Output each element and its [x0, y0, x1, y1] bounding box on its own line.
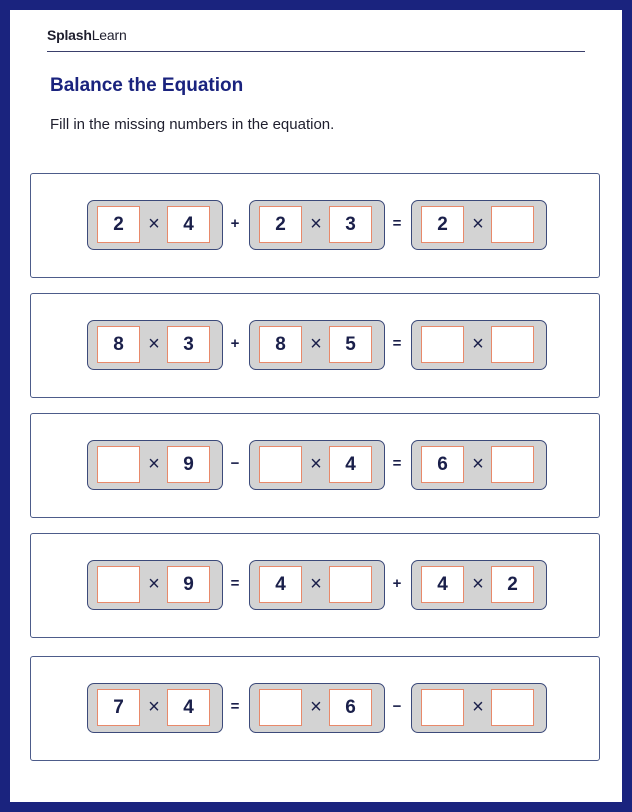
number-box[interactable]: 6 — [421, 446, 464, 483]
number-box[interactable]: 3 — [329, 206, 372, 243]
number-box[interactable] — [97, 566, 140, 603]
operator-sign: = — [392, 455, 402, 472]
product-group — [87, 320, 223, 370]
times-sign: × — [310, 573, 322, 595]
operator-sign: = — [230, 575, 240, 592]
page-title: Balance the Equation — [50, 75, 244, 96]
number-box[interactable]: 4 — [167, 206, 210, 243]
number-box[interactable] — [491, 206, 534, 243]
number-box[interactable]: 6 — [329, 689, 372, 726]
problem-row-3 — [30, 413, 600, 518]
number-box[interactable]: 2 — [421, 206, 464, 243]
product-group — [411, 200, 547, 250]
number-box[interactable] — [491, 689, 534, 726]
number-box[interactable] — [421, 689, 464, 726]
number-box[interactable] — [421, 326, 464, 363]
product-group — [411, 440, 547, 490]
product-group — [249, 560, 385, 610]
problem-row-5 — [30, 656, 600, 761]
header-divider — [47, 51, 585, 52]
times-sign: × — [310, 213, 322, 235]
problem-row-2 — [30, 293, 600, 398]
number-box[interactable] — [491, 446, 534, 483]
number-box[interactable]: 2 — [491, 566, 534, 603]
operator-sign: = — [392, 335, 402, 352]
number-box[interactable]: 9 — [167, 446, 210, 483]
brand-logo-bold: Splash — [47, 27, 92, 43]
number-box[interactable] — [329, 566, 372, 603]
times-sign: × — [472, 696, 484, 718]
product-group — [87, 560, 223, 610]
times-sign: × — [148, 453, 160, 475]
number-box[interactable]: 8 — [259, 326, 302, 363]
worksheet-page — [10, 10, 622, 802]
product-group — [249, 440, 385, 490]
number-box[interactable]: 5 — [329, 326, 372, 363]
product-group — [411, 560, 547, 610]
brand-logo-light: Learn — [91, 27, 127, 43]
problem-row-1 — [30, 173, 600, 278]
times-sign: × — [148, 213, 160, 235]
number-box[interactable]: 9 — [167, 566, 210, 603]
brand-logo — [47, 27, 127, 43]
operator-sign: + — [230, 215, 240, 232]
times-sign: × — [472, 453, 484, 475]
times-sign: × — [310, 333, 322, 355]
times-sign: × — [472, 213, 484, 235]
product-group — [87, 200, 223, 250]
number-box[interactable]: 4 — [167, 689, 210, 726]
product-group — [411, 683, 547, 733]
product-group — [249, 200, 385, 250]
operator-sign: + — [392, 575, 402, 592]
number-box[interactable]: 2 — [97, 206, 140, 243]
number-box[interactable]: 7 — [97, 689, 140, 726]
product-group — [249, 683, 385, 733]
times-sign: × — [472, 333, 484, 355]
times-sign: × — [472, 573, 484, 595]
number-box[interactable]: 4 — [421, 566, 464, 603]
times-sign: × — [148, 696, 160, 718]
operator-sign: − — [230, 455, 240, 472]
number-box[interactable]: 4 — [259, 566, 302, 603]
product-group — [87, 440, 223, 490]
times-sign: × — [310, 696, 322, 718]
operator-sign: + — [230, 335, 240, 352]
number-box[interactable]: 4 — [329, 446, 372, 483]
times-sign: × — [148, 573, 160, 595]
number-box[interactable] — [259, 689, 302, 726]
number-box[interactable]: 8 — [97, 326, 140, 363]
number-box[interactable]: 2 — [259, 206, 302, 243]
operator-sign: = — [230, 698, 240, 715]
operator-sign: − — [392, 698, 402, 715]
number-box[interactable] — [491, 326, 534, 363]
number-box[interactable]: 3 — [167, 326, 210, 363]
times-sign: × — [310, 453, 322, 475]
product-group — [411, 320, 547, 370]
product-group — [249, 320, 385, 370]
operator-sign: = — [392, 215, 402, 232]
number-box[interactable] — [259, 446, 302, 483]
product-group — [87, 683, 223, 733]
problem-row-4 — [30, 533, 600, 638]
instructions: Fill in the missing numbers in the equation. — [50, 116, 335, 133]
times-sign: × — [148, 333, 160, 355]
number-box[interactable] — [97, 446, 140, 483]
